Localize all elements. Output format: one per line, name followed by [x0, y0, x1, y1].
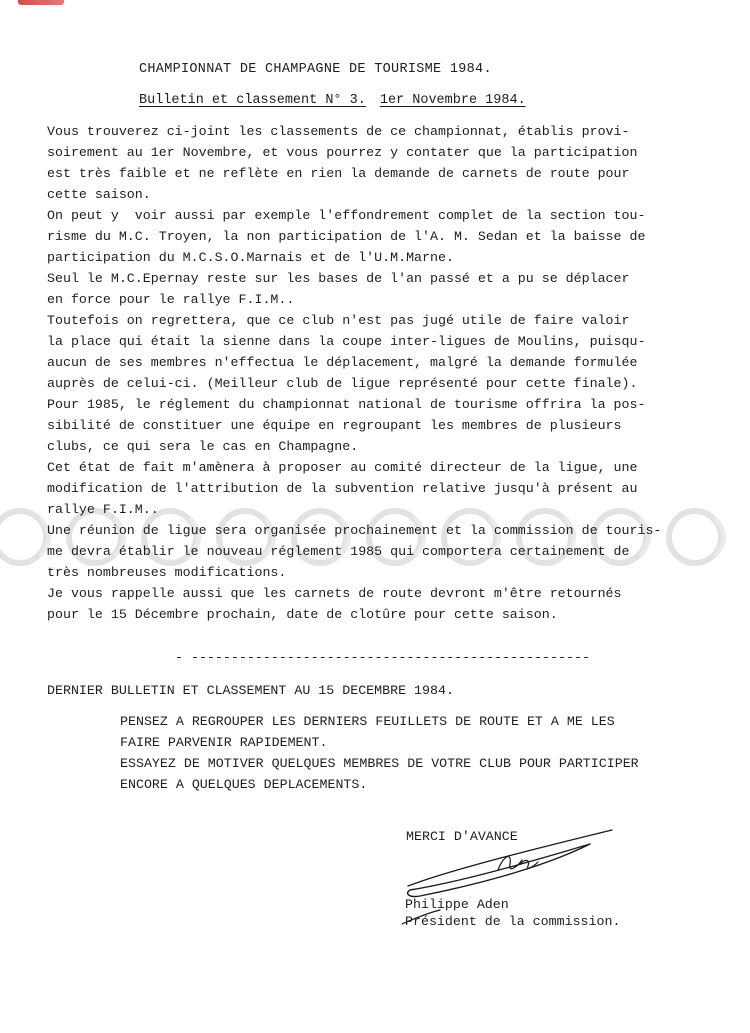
- body-line: On peut y voir aussi par exemple l'effondrement complet de la section tou-: [47, 208, 646, 223]
- final-bulletin-heading: DERNIER BULLETIN ET CLASSEMENT AU 15 DECEMBRE 1984.: [47, 683, 454, 698]
- body-line: pour le 15 Décembre prochain, date de clotûre pour cette saison.: [47, 607, 558, 622]
- red-corner-mark: [18, 0, 64, 5]
- body-line: sibilité de constituer une équipe en regroupant les membres de plusieurs: [47, 418, 622, 433]
- body-line: clubs, ce qui sera le cas en Champagne.: [47, 439, 359, 454]
- body-line: Une réunion de ligue sera organisée prochainement et la commission de touris-: [47, 523, 662, 538]
- body-line: modification de l'attribution de la subvention relative jusqu'à présent au: [47, 481, 638, 496]
- letter-body: [47, 121, 737, 625]
- signer-name: Philippe Aden: [405, 897, 509, 912]
- body-line: Cet état de fait m'amènera à proposer au comité directeur de la ligue, une: [47, 460, 638, 475]
- instruction-line: ESSAYEZ DE MOTIVER QUELQUES MEMBRES DE VOTRE CLUB POUR PARTICIPER: [120, 756, 639, 771]
- body-line: la place qui était la sienne dans la coupe inter-ligues de Moulins, puisqu-: [47, 334, 646, 349]
- bulletin-number: Bulletin et classement N° 3.: [139, 93, 366, 108]
- signer-block: [405, 896, 620, 930]
- body-line: Je vous rappelle aussi que les carnets de route devront m'être retournés: [47, 586, 622, 601]
- body-line: Vous trouverez ci-joint les classements de ce championnat, établis provi-: [47, 124, 630, 139]
- separator-line: - --------------------------------------------------: [175, 650, 590, 665]
- body-line: risme du M.C. Troyen, la non participation de l'A. M. Sedan et la baisse de: [47, 229, 646, 244]
- body-line: aucun de ses membres n'effectua le déplacement, malgré la demande formulée: [47, 355, 638, 370]
- body-line: participation du M.C.S.O.Marnais et de l'U.M.Marne.: [47, 250, 454, 265]
- body-line: cette saison.: [47, 187, 151, 202]
- body-line: en force pour le rallye F.I.M..: [47, 292, 295, 307]
- instruction-line: PENSEZ A REGROUPER LES DERNIERS FEUILLETS DE ROUTE ET A ME LES: [120, 714, 615, 729]
- body-line: très nombreuses modifications.: [47, 565, 287, 580]
- body-line: rallye F.I.M..: [47, 502, 159, 517]
- bulletin-date: 1er Novembre 1984.: [379, 93, 526, 108]
- body-line: soirement au 1er Novembre, et vous pourrez y contater que la participation: [47, 145, 638, 160]
- signer-role: Président de la commission.: [405, 914, 621, 929]
- closing-thanks: MERCI D'AVANCE: [406, 829, 518, 844]
- body-line: Pour 1985, le réglement du championnat national de tourisme offrira la pos-: [47, 397, 646, 412]
- document-title: CHAMPIONNAT DE CHAMPAGNE DE TOURISME 1984.: [139, 62, 492, 77]
- body-line: Toutefois on regrettera, que ce club n'est pas jugé utile de faire valoir: [47, 313, 630, 328]
- final-instructions: [120, 711, 639, 795]
- body-line: Seul le M.C.Epernay reste sur les bases de l'an passé et a pu se déplacer: [47, 271, 630, 286]
- body-line: me devra établir le nouveau réglement 1985 qui comportera certainement de: [47, 544, 630, 559]
- body-line: auprès de celui-ci. (Meilleur club de ligue représenté pour cette finale).: [47, 376, 638, 391]
- bulletin-subtitle: [139, 93, 526, 108]
- body-line: est très faible et ne reflète en rien la demande de carnets de route pour: [47, 166, 630, 181]
- instruction-line: ENCORE A QUELQUES DEPLACEMENTS.: [120, 777, 368, 792]
- instruction-line: FAIRE PARVENIR RAPIDEMENT.: [120, 735, 328, 750]
